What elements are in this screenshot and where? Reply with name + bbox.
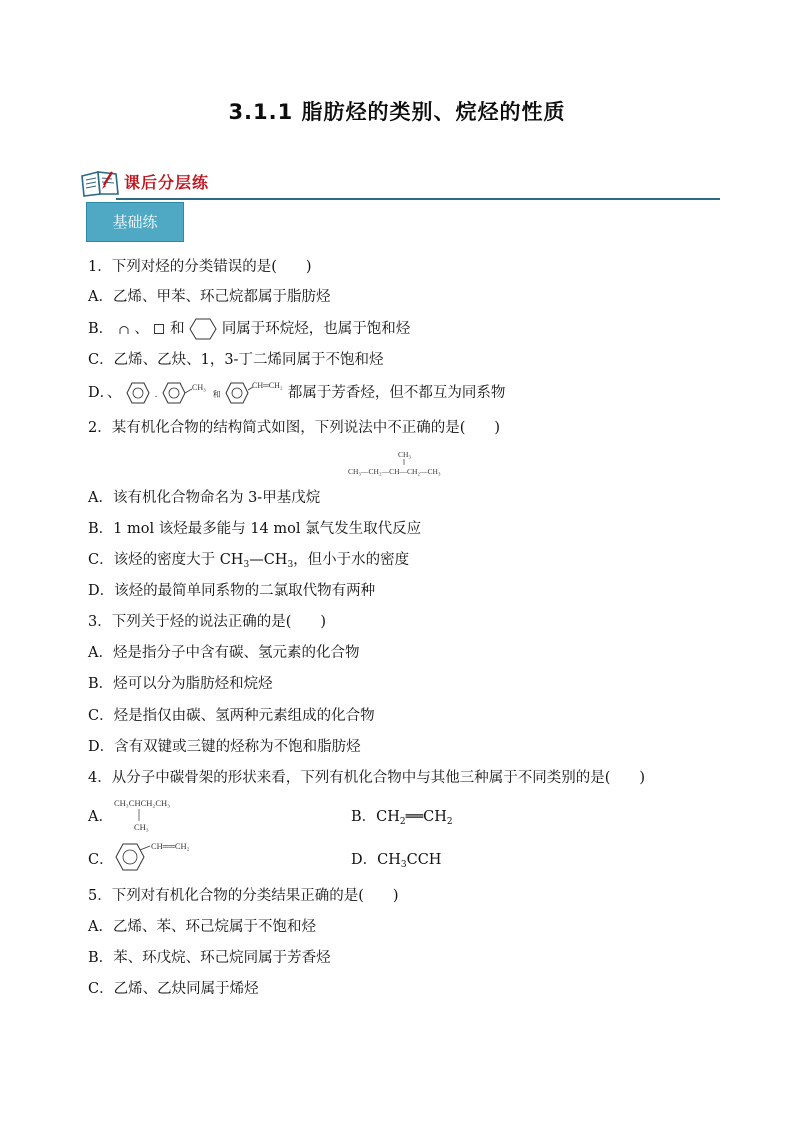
tab-basic-practice: 基础练 <box>86 202 184 242</box>
option-d-text: 都属于芳香烃，但不都互为同系物 <box>287 385 506 401</box>
question-3-option-a: A．烃是指分子中含有碳、氢元素的化合物 <box>88 645 360 661</box>
question-5-option-c: C．乙烯、乙炔同属于烯烃 <box>88 981 259 997</box>
page-title: 3.1.1 脂肪烃的类别、烷烃的性质 <box>228 100 566 124</box>
question-1-option-d: D．、 . CH₃ 和 CH═CH₂ 都属于芳香烃，但不都互为同系物 <box>88 382 505 405</box>
question-2-option-c: C．该烃的密度大于 $CH_3—CH_3$，但小于水的密度 <box>88 552 410 570</box>
styrene-icon <box>225 382 283 404</box>
svg-text:CH₃CHCH₂CH₃: CH₃CHCH₂CH₃ <box>114 798 171 808</box>
question-5-option-b: B．苯、环戊烷、环己烷同属于芳香烃 <box>88 950 331 966</box>
styrene-structure <box>114 840 210 874</box>
question-3-option-c: C．烃是指仅由碳、氢两种元素组成的化合物 <box>88 708 375 724</box>
option-b-and: 和 <box>170 321 185 337</box>
question-4-stem: 4．从分子中碳骨架的形状来看，下列有机化合物中与其他三种属于不同类别的是( ) <box>88 770 646 786</box>
cyclobutane-icon <box>153 323 165 335</box>
question-4-option-c: C． <box>88 852 114 868</box>
question-4-option-d: D．$CH_3CCH$ <box>351 852 442 870</box>
option-b-prefix: B． <box>88 321 114 337</box>
section-header <box>78 166 720 202</box>
main-chain: CH₃—CH₂—CH—CH₂—CH₃ <box>348 467 441 476</box>
question-5-option-a: A．乙烯、苯、环己烷属于不饱和烃 <box>88 919 316 935</box>
benzene-icon <box>126 382 150 404</box>
structure-3-methylpentane <box>346 448 466 478</box>
cyclopropane-icon <box>118 323 130 335</box>
question-5-stem: 5．下列对有机化合物的分类结果正确的是( ) <box>88 888 399 904</box>
option-b-sep: 、 <box>134 321 149 337</box>
question-2-stem: 2．某有机化合物的结构简式如图，下列说法中不正确的是( ) <box>88 420 501 436</box>
question-4-option-b: B．$CH_2══CH_2$ <box>351 809 453 827</box>
question-1-option-a: A．乙烯、甲苯、环己烷都属于脂肪烃 <box>88 289 331 305</box>
question-1-option-c: C．乙烯、乙炔、1，3-丁二烯同属于不饱和烃 <box>88 352 384 368</box>
question-2-option-b: B．1 mol 该烃最多能与 14 mol 氯气发生取代反应 <box>88 521 422 537</box>
question-2-option-d: D．该烃的最简单同系物的二氯取代物有两种 <box>88 583 376 599</box>
toluene-icon <box>162 382 208 404</box>
question-1-option-b <box>88 318 410 340</box>
svg-text:CH₃: CH₃ <box>192 383 206 392</box>
question-3-option-b: B．烃可以分为脂肪烃和烷烃 <box>88 676 273 692</box>
svg-text:CH₃: CH₃ <box>134 822 149 832</box>
book-icon <box>78 168 122 198</box>
svg-text:CH══CH₂: CH══CH₂ <box>151 841 190 851</box>
option-d-prefix: D．、 <box>88 385 122 401</box>
question-3-stem: 3．下列关于烃的说法正确的是( ) <box>88 614 327 630</box>
section-label: 课后分层练 <box>124 173 210 192</box>
question-2-option-a: A．该有机化合物命名为 3-甲基戊烷 <box>88 490 321 506</box>
question-4-option-a: A． <box>88 809 113 825</box>
question-3-option-d: D．含有双键或三键的烃称为不饱和脂肪烃 <box>88 739 361 755</box>
question-1-stem: 1．下列对烃的分类错误的是( ) <box>88 259 312 275</box>
cyclohexane-icon <box>189 318 217 340</box>
structure-option-a <box>112 796 212 834</box>
option-b-text: 同属于环烷烃，也属于饱和烃 <box>221 321 411 337</box>
section-divider <box>116 198 720 200</box>
branch-ch3: CH₃ <box>398 450 412 459</box>
svg-text:CH═CH₂: CH═CH₂ <box>252 382 283 390</box>
